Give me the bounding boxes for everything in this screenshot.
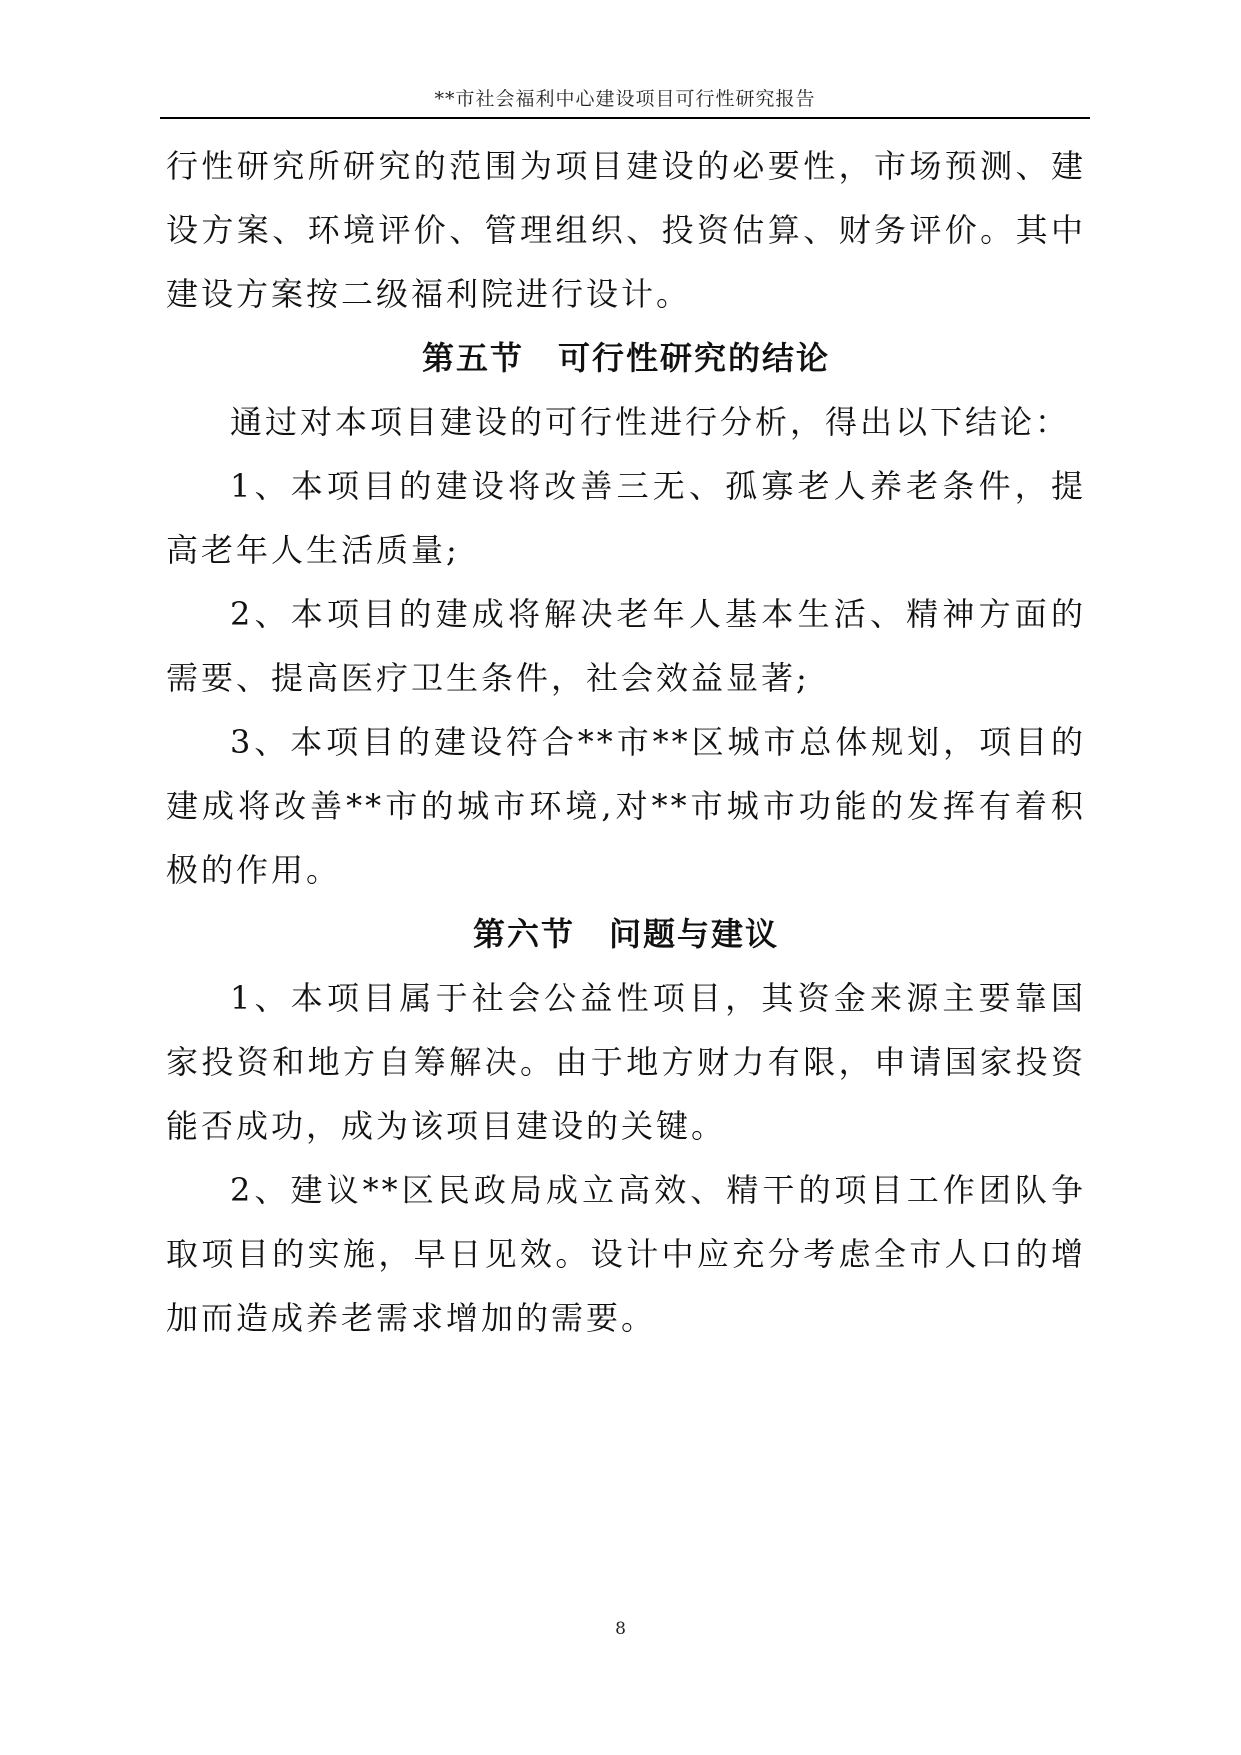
conclusion-item: 3、本项目的建设符合**市**区城市总体规划，项目的建成将改善**市的城市环境,对**市城市功能的发挥有着积极的作用。 <box>166 723 1086 889</box>
suggestion-item: 2、建议**区民政局成立高效、精干的项目工作团队争取项目的实施，早日见效。设计中应充分考虑全市人口的增加而造成养老需求增加的需要。 <box>166 1171 1086 1337</box>
section-heading-6 <box>166 902 1086 966</box>
conclusion-item: 1、本项目的建设将改善三无、孤寡老人养老条件，提高老年人生活质量; <box>166 467 1086 569</box>
conclusion-item: 2、本项目的建成将解决老年人基本生活、精神方面的需要、提高医疗卫生条件，社会效益显著; <box>166 595 1086 697</box>
section-number: 第六节 <box>472 915 575 953</box>
header-divider <box>160 117 1090 119</box>
page-number: 8 <box>615 1619 626 1639</box>
page-header-title: **市社会福利中心建设项目可行性研究报告 <box>434 88 816 110</box>
conclusion-lead-paragraph: 通过对本项目建设的可行性进行分析，得出以下结论： <box>230 403 1071 441</box>
suggestion-item: 1、本项目属于社会公益性项目，其资金来源主要靠国家投资和地方自筹解决。由于地方财力有限，申请国家投资能否成功，成为该项目建设的关键。 <box>166 979 1086 1145</box>
section-heading-5 <box>166 326 1086 390</box>
section-number: 第五节 <box>421 339 524 377</box>
document-body <box>166 134 1086 1350</box>
section-title: 问题与建议 <box>609 915 780 953</box>
section-title: 可行性研究的结论 <box>558 339 831 377</box>
intro-paragraph: 行性研究所研究的范围为项目建设的必要性，市场预测、建设方案、环境评价、管理组织、投资估算、财务评价。其中建设方案按二级福利院进行设计。 <box>166 147 1086 313</box>
